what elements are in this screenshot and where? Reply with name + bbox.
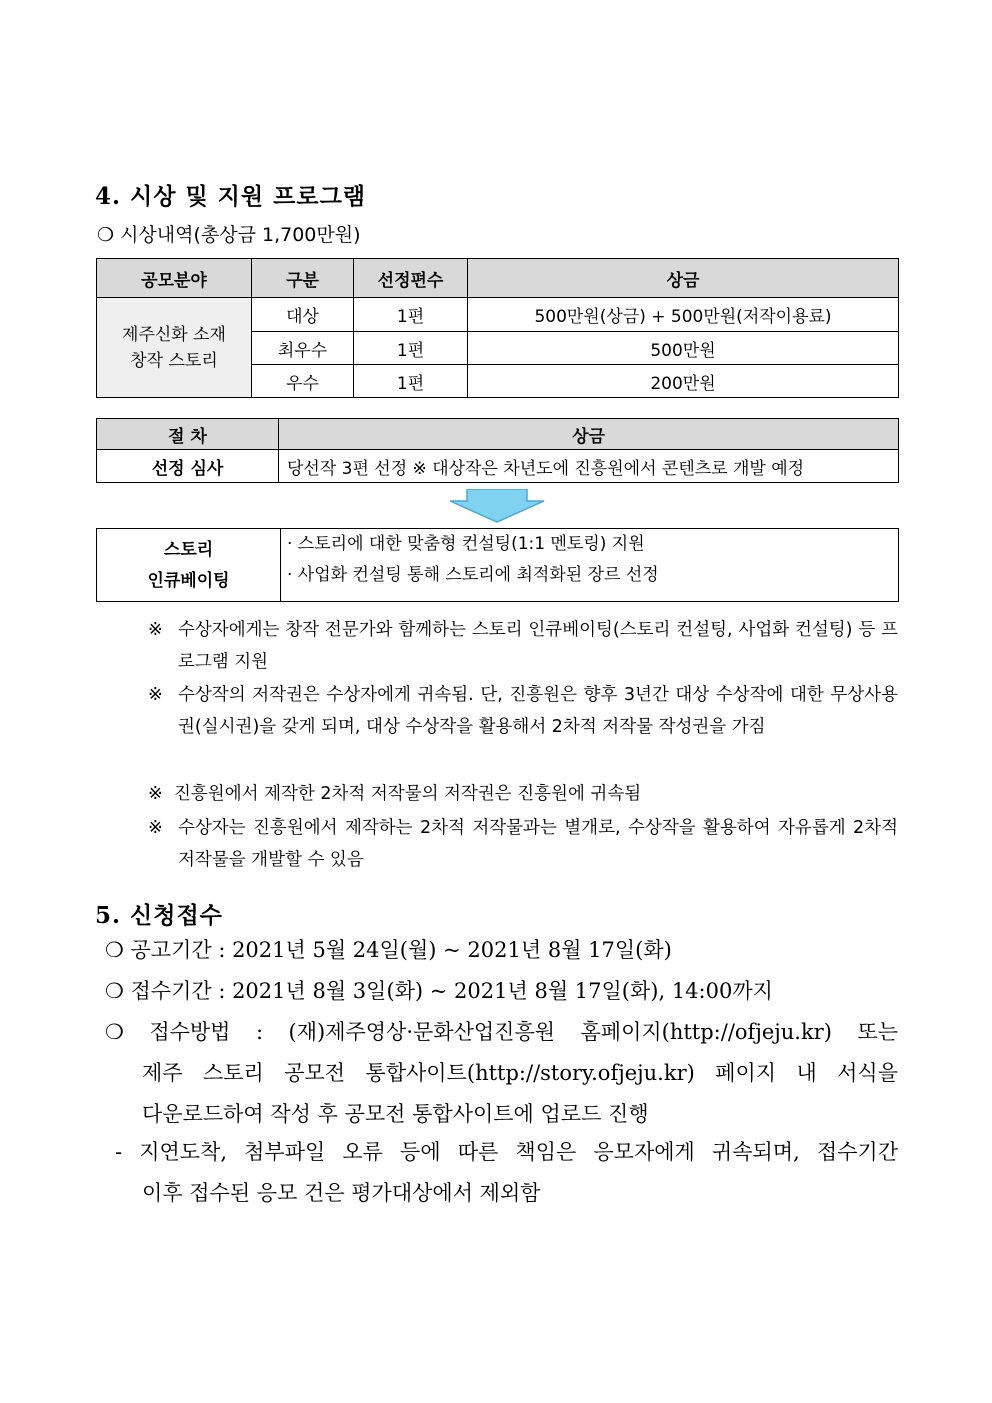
- incubating-label-2: 인큐베이팅: [147, 571, 230, 591]
- note-1: [148, 614, 898, 678]
- submission-method-3: 다운로드하여 작성 후 공모전 통합사이트에 업로드 진행: [142, 1102, 649, 1126]
- col-header-grade: 구분: [252, 259, 354, 298]
- field-cell: [97, 298, 252, 398]
- field-line-1: 제주신화 소재: [122, 324, 226, 345]
- grade-cell: 대상: [252, 298, 354, 332]
- note-text: 수상자에게는 창작 전문가와 함께하는 스토리 인큐베이팅(스토리 컨설팅, 사업화 컨설팅) 등 프로그램 지원: [178, 620, 898, 672]
- submission-period: ❍ 접수기간 : 2021년 8월 3일(화) ~ 2021년 8월 17일(화), 14:00까지: [105, 979, 773, 1003]
- note-mark: ※: [148, 685, 163, 705]
- submission-method-1: ❍ 접수방법 : (재)제주영상·문화산업진흥원 홈페이지(http://ofjeju.kr) 또는: [105, 1020, 898, 1044]
- col-header-desc: 상금: [279, 419, 899, 450]
- incubating-label: [97, 529, 281, 601]
- field-line-2: 창작 스토리: [130, 350, 218, 371]
- note-mark: ※: [148, 620, 163, 640]
- incubating-label-1: 스토리: [163, 540, 214, 560]
- col-header-step: 절 차: [97, 419, 279, 450]
- count-cell: 1편: [354, 365, 468, 398]
- prize-cell: 500만원: [468, 332, 899, 365]
- col-header-field: 공모분야: [97, 259, 252, 298]
- incubating-items: [287, 535, 659, 591]
- col-header-count: 선정편수: [354, 259, 468, 298]
- liability-note-2: 이후 접수된 응모 건은 평가대상에서 제외함: [142, 1181, 541, 1205]
- notice-period: ❍ 공고기간 : 2021년 5월 24일(월) ~ 2021년 8월 17일(화): [105, 938, 672, 962]
- submission-method-2: 제주 스토리 공모전 통합사이트(http://story.ofjeju.kr) 페이지 내 서식을: [142, 1061, 898, 1085]
- note-mark: ※: [148, 818, 163, 838]
- grade-cell: 최우수: [252, 332, 354, 365]
- prize-cell: 500만원(상금) + 500만원(저작이용료): [468, 298, 899, 332]
- note-2: [148, 679, 898, 743]
- table-row: [97, 450, 899, 483]
- note-text: 수상작의 저작권은 수상자에게 귀속됨. 단, 진흥원은 향후 3년간 대상 수상작에 대한 무상사용권(실시권)을 갖게 되며, 대상 수상작을 활용해서 2차적 저작물 작성권을 가짐: [178, 685, 898, 737]
- note-text: 진흥원에서 제작한 2차적 저작물의 저작권은 진흥원에 귀속됨: [174, 784, 642, 804]
- note-3: [148, 778, 898, 810]
- down-arrow-icon: [447, 489, 547, 523]
- table-row: [97, 298, 899, 332]
- awards-table: [96, 258, 899, 398]
- note-text: 수상자는 진흥원에서 제작하는 2차적 저작물과는 별개로, 수상작을 활용하여 자유롭게 2차적 저작물을 개발할 수 있음: [178, 818, 898, 870]
- step-cell: 선정 심사: [97, 450, 279, 483]
- col-header-prize: 상금: [468, 259, 899, 298]
- note-4: [148, 812, 898, 876]
- section-5-title: 5. 신청접수: [95, 902, 223, 929]
- award-summary: ❍ 시상내역(총상금 1,700만원): [97, 224, 361, 246]
- section-4-title: 4. 시상 및 지원 프로그램: [95, 183, 367, 210]
- count-cell: 1편: [354, 332, 468, 365]
- liability-note-1: - 지연도착, 첨부파일 오류 등에 따른 책임은 응모자에게 귀속되며, 접수기간: [115, 1140, 898, 1164]
- grade-cell: 우수: [252, 365, 354, 398]
- incubating-box: [96, 528, 899, 602]
- desc-cell: 당선작 3편 선정 ※ 대상작은 차년도에 진흥원에서 콘텐츠로 개발 예정: [279, 450, 899, 483]
- note-mark: ※: [148, 784, 163, 804]
- process-table: [96, 418, 899, 483]
- count-cell: 1편: [354, 298, 468, 332]
- list-item: · 스토리에 대한 맞춤형 컨설팅(1:1 멘토링) 지원: [287, 534, 645, 554]
- list-item: · 사업화 컨설팅 통해 스토리에 최적화된 장르 선정: [287, 565, 659, 585]
- prize-cell: 200만원: [468, 365, 899, 398]
